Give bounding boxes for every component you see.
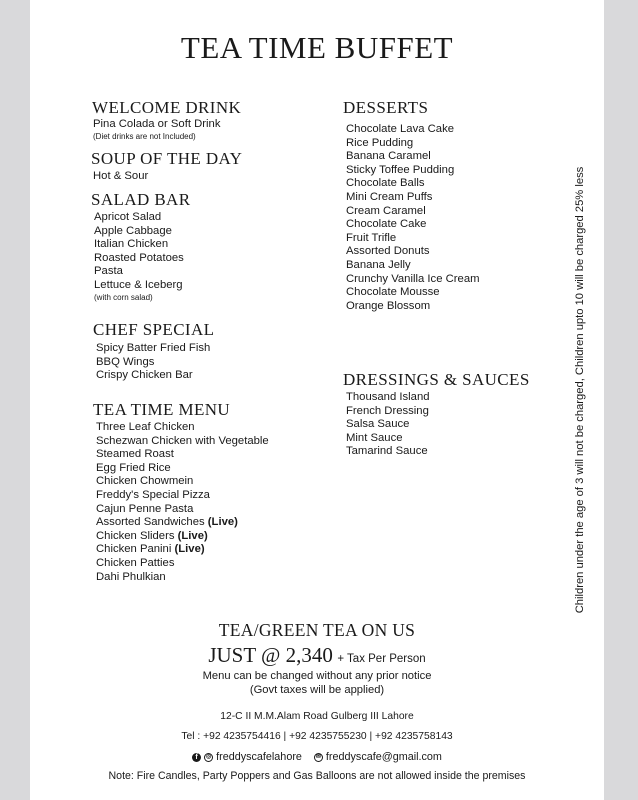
soup-list [93,170,148,184]
list-item: Pina Colada or Soft Drink [93,118,221,130]
list-item: Lettuce & Iceberg [94,278,183,291]
list-item: Banana Caramel [346,150,431,163]
list-item: Freddy's Special Pizza [96,488,210,501]
list-item: Mint Sauce [346,431,403,444]
email-icon: ✉ [315,753,321,760]
salad-bar-heading: SALAD BAR [91,190,191,209]
list-item: Sticky Toffee Pudding [346,163,455,176]
change-notice: Menu can be changed without any prior notice [202,670,432,682]
list-item [96,516,269,530]
tea-time-menu-heading: TEA TIME MENU [93,400,231,419]
list-item: Assorted Donuts [346,245,430,258]
list-item: Roasted Potatoes [94,251,184,264]
welcome-drink-heading: WELCOME DRINK [92,98,242,117]
list-item: Apple Cabbage [94,224,172,237]
list-item: Tamarind Sauce [346,445,428,458]
welcome-drink-note: (Diet drinks are not Included) [93,131,196,141]
list-item: Salsa Sauce [346,418,410,431]
welcome-drink-list [93,118,220,141]
tea-time-menu-list [96,421,269,584]
list-item [96,543,269,557]
live-badge: (Live) [174,543,205,556]
list-item: Chocolate Mousse [346,286,440,299]
live-badge: (Live) [207,516,238,529]
list-item: Three Leaf Chicken [96,421,195,433]
list-item: Steamed Roast [96,448,174,461]
list-item: Chocolate Balls [346,177,425,190]
dressings-list [346,391,430,459]
list-item: Pasta [94,265,123,278]
list-item: BBQ Wings [96,355,155,368]
social-handle[interactable]: freddyscafelahore [216,751,302,763]
address: 12-C II M.M.Alam Road Gulberg III Lahore [220,711,414,722]
list-item: Chocolate Lava Cake [346,123,455,135]
item-name: Assorted Sandwiches [96,516,205,529]
list-item: Chicken Patties [96,556,175,569]
list-item: Cajun Penne Pasta [96,502,194,515]
desserts-heading: DESSERTS [343,98,429,117]
list-item: Hot & Sour [93,170,149,182]
list-item: Thousand Island [346,391,430,403]
contact-line [30,751,604,763]
tax-note: + Tax Per Person [337,653,426,665]
list-item: Spicy Batter Fried Fish [96,342,211,354]
page-title: TEA TIME BUFFET [180,30,454,65]
list-item: Cream Caramel [346,204,426,217]
item-name: Chicken Panini [96,543,172,556]
govt-taxes-note: (Govt taxes will be applied) [249,684,385,696]
chef-special-heading: CHEF SPECIAL [93,320,215,339]
list-item: Rice Pudding [346,136,414,149]
live-badge: (Live) [177,529,208,542]
item-name: Chicken Sliders [96,529,175,542]
premises-note: Note: Fire Candles, Party Poppers and Gas Balloons are not allowed inside the premises [108,770,526,782]
tea-offer-line: TEA/GREEN TEA ON US [218,620,416,640]
list-item: Mini Cream Puffs [346,190,433,203]
list-item: Chocolate Cake [346,218,427,231]
facebook-icon: f [192,753,201,762]
list-item: Fruit Trifle [346,231,397,244]
telephone: Tel : +92 4235754416 | +92 4235755230 | +92 4235758143 [181,731,453,742]
salad-bar-note: (with corn salad) [94,292,153,302]
list-item: Crispy Chicken Bar [96,369,193,382]
list-item: French Dressing [346,404,429,417]
desserts-list [346,123,480,313]
list-item [96,530,269,544]
price-line [30,643,604,668]
children-pricing-note: Children under the age of 3 will not be charged, Children upto 10 will be charged 25% less [574,166,586,614]
list-item: Apricot Salad [94,211,162,223]
list-item: Schezwan Chicken with Vegetable [96,434,269,447]
email-address[interactable]: freddyscafe@gmail.com [325,751,442,763]
list-item: Egg Fried Rice [96,461,171,474]
salad-bar-list [94,211,184,302]
list-item: Banana Jelly [346,258,411,271]
menu-page [30,0,604,800]
list-item: Dahi Phulkian [96,570,166,583]
list-item: Italian Chicken [94,238,169,251]
price: JUST @ 2,340 [208,643,333,667]
list-item: Crunchy Vanilla Ice Cream [346,272,480,285]
list-item: Chicken Chowmein [96,475,194,488]
dressings-heading: DRESSINGS & SAUCES [343,370,530,389]
instagram-icon: ◎ [205,753,212,760]
list-item: Orange Blossom [346,299,431,312]
soup-heading: SOUP OF THE DAY [91,149,243,168]
chef-special-list [96,342,210,383]
